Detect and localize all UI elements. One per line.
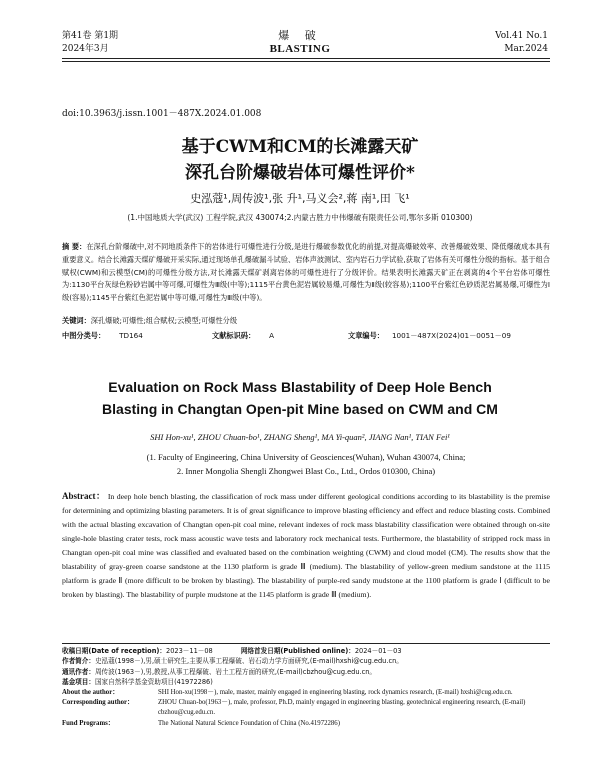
abstract-en-text: In deep hole bench blasting, the classification of rock mass under different geological conditions according to its blastability is the premise for determining and optimizing blasting parameters. It is of great significance to improve blasting efficiency and effect and reduce blasting costs. Combined with the actual blasting excavation of Changtan open-pit coal mine, relevant indexes of rock mass blastability classification were obtained through on-site single-hole blasting crater tests, rock mass acoustic wave tests and laboratory rock mechanical tests. Furthermore, the blastability of stripped rock mass in Changtan open-pit coal mine was classified and evaluated based on the combination weighting (CWM) and cloud model (CM). The results show that the blastability of gray-green coarse sandstone at the 1130 platform is grade Ⅲ (medium). The blastability of yellow-green medium sandstone at the 1115 platform is grade Ⅱ (more difficult to be broken by blasting). The blastability of purple-red sandy mudstone at the 1100 platform is grade Ⅰ (difficult to be broken by blasting). The blastability of purple mudstone at the 1145 platform is grade Ⅲ (medium). [62,492,550,599]
corr-zh-value: 周传波(1963－),男,教授,从事工程爆破、岩土工程方面的研究,(E-mail)cbzhou@cug.edu.cn。 [94,667,377,676]
keywords-zh-label: 关键词： [62,316,91,325]
online-value: 2024－01－03 [354,647,402,655]
corr-en-label: Corresponding author： [62,699,134,707]
fund-zh-line [62,677,550,687]
doc-code [212,331,274,341]
title-en-line2: Blasting in Changtan Open-pit Mine based on CWM and CM [102,401,498,417]
corr-zh-label: 通讯作者： [62,667,95,676]
keywords-zh [62,316,550,326]
abstract-zh-label: 摘 要： [62,242,87,251]
about-line [62,688,550,698]
online-label: 网络首发日期(Published online)： [240,647,355,655]
affiliation-zh: (1.中国地质大学(武汉) 工程学院,武汉 430074;2.内蒙古胜力中伟爆破有限责任公司,鄂尔多斯 010300) [127,213,473,222]
corr-en-line [62,698,550,719]
about-value: SHI Hon-xu(1998－), male, master, mainly engaged in engineering blasting, rock dynamics research, (E-mail) hxshi@cug.edu.cn. [158,688,513,696]
volume-zh: 第41卷 第1期 [62,31,119,41]
about-label: About the author： [62,688,120,696]
author-zh-line [62,656,550,666]
volume-en: Vol.41 No.1 [495,31,548,41]
authors-en: SHI Hon-xu¹, ZHOU Chuan-bo¹, ZHANG Sheng¹, MA Yi-quan², JIANG Nan¹, TIAN Fei¹ [150,432,450,442]
article-no-label: 文章编号： [348,331,384,340]
received-line [62,646,550,656]
clc-value: TD164 [119,331,143,340]
clc [62,331,143,341]
corr-zh-line [62,667,550,677]
footnote-rule [62,643,550,644]
authors-zh: 史泓蔻¹,周传波¹,张 升¹,马义会²,蒋 南¹,田 飞¹ [190,192,410,205]
clc-label: 中图分类号： [62,331,106,340]
doc-code-value: A [269,331,275,340]
date-zh: 2024年3月 [62,44,109,54]
article-no [348,331,511,341]
fund-zh-value: 国家自然科学基金资助项目(41972286) [94,678,213,687]
title-zh-line2: 深孔台阶爆破岩体可爆性评价* [185,163,415,183]
received-value: 2023－11－08 [166,647,213,655]
affiliation-en-line2: 2. Inner Mongolia Shengli Zhongwei Blast Co., Ltd., Ordos 010300, China) [176,466,436,476]
doi: doi:10.3963/j.issn.1001－487X.2024.01.008 [62,109,262,119]
title-en-line1: Evaluation on Rock Mass Blastability of Deep Hole Bench [108,379,492,395]
fund-en-line [62,719,550,729]
title-zh [0,134,600,186]
header-right [495,30,548,56]
author-zh-value: 史泓蔻(1998－),男,硕士研究生,主要从事工程爆破、岩石动力学方面研究,(E-mail)hxshi@cug.edu.cn。 [94,657,403,666]
abstract-en [62,489,550,602]
journal-name-en: BLASTING [269,43,331,55]
header-rule [62,58,550,59]
abstract-zh [62,241,550,305]
doc-code-label: 文献标识码： [212,331,256,340]
received-label: 收稿日期(Date of reception)： [62,647,166,655]
fund-en-value: The National Natural Science Foundation of China (No.41972286) [158,719,340,727]
corr-en-value: ZHOU Chuan-bo(1963－), male, professor, Ph.D, mainly engaged in engineering blasting, geotechnical engineering research, (E-mail) cbzhou@cug.edu.cn. [158,699,526,717]
author-zh-label: 作者简介： [62,657,95,666]
header-rule-thin [62,61,550,62]
journal-name-zh: 爆 破 [278,29,322,42]
fund-zh-label: 基金项目： [62,678,95,687]
footnotes [62,646,550,729]
title-en [0,376,600,420]
keywords-zh-text: 深孔爆破;可爆性;组合赋权;云模型;可爆性分级 [90,316,238,325]
date-en: Mar.2024 [504,44,548,54]
article-no-value: 1001－487X(2024)01－0051－09 [391,331,511,340]
affiliation-en [62,450,550,478]
affiliation-en-line1: (1. Faculty of Engineering, China University of Geosciences(Wuhan), Wuhan 430074, China; [146,452,466,462]
abstract-en-label: Abstract： [62,491,106,501]
abstract-zh-text: 在深孔台阶爆破中,对不同地质条件下的岩体进行可爆性进行分级,是进行爆破参数优化的前提,对提高爆破效率、改善爆破效果、降低爆破成本具有重要意义。结合长滩露天煤矿爆破开采实际,通过现场单孔爆破漏斗试验、岩体声波测试、室内岩石力学试验,获取了岩体有关可爆性分级的指标。基于组合赋权(CWM)和云模型(CM)的可爆性分级方法,对长滩露天煤矿剥离岩体的可爆性进行了分级评价。结果表明长滩露天矿正在剥离的4个平台岩体可爆性为:1130平台灰绿色粉砂岩属中等可爆,可爆性为Ⅲ级(中等);1115平台黄色泥岩属较易爆,可爆性为Ⅱ级(较容易);1100平台紫红色砂质泥岩属易爆,可爆性为Ⅰ级(容易);1145平台紫红色泥岩属中等可爆,可爆性为Ⅲ级(中等)。 [62,242,550,303]
fund-en-label: Fund Programs： [62,719,115,727]
title-zh-line1: 基于CWM和CM的长滩露天矿 [181,137,419,157]
